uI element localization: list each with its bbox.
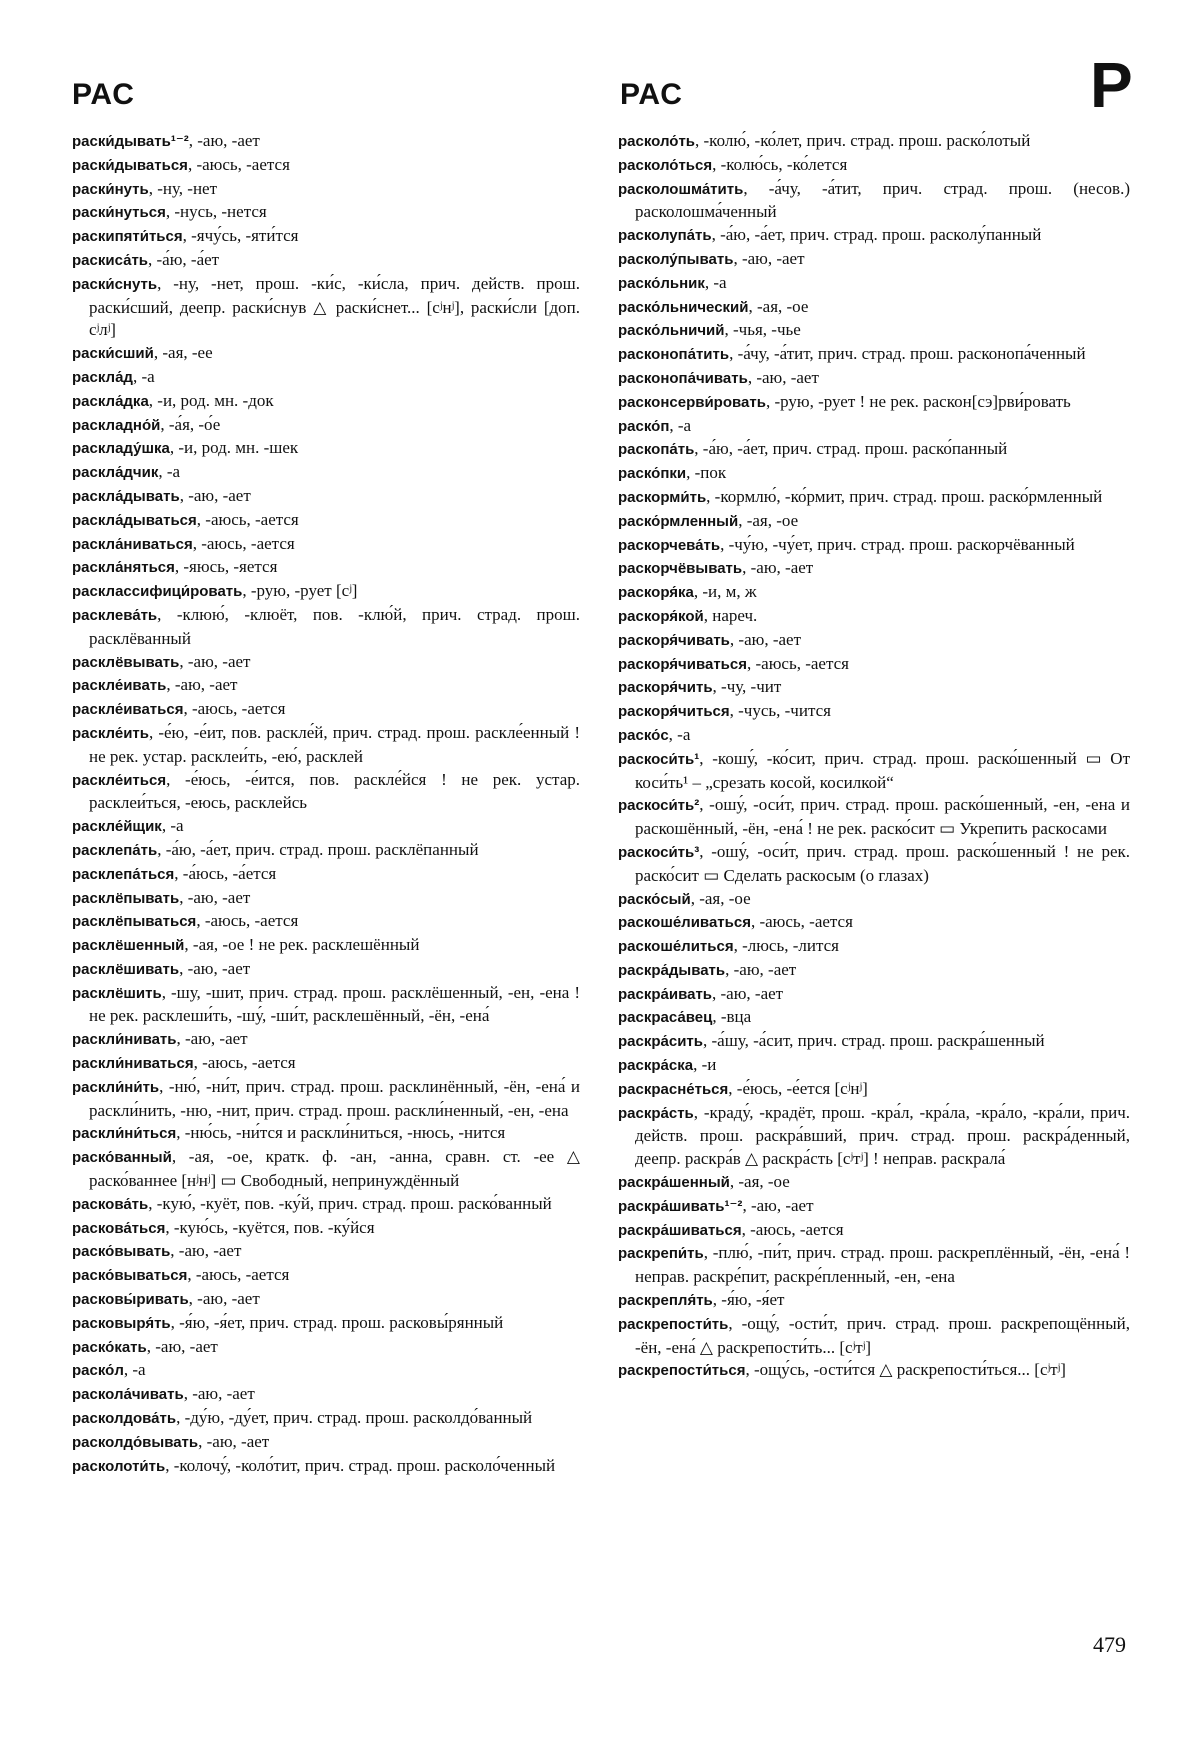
entry-grammar: , -аюсь, -ается	[750, 912, 853, 932]
entry-headword: раско́л	[72, 1362, 124, 1380]
dictionary-entry	[72, 1146, 580, 1193]
entry-headword: раскла́дываться	[72, 511, 197, 529]
dictionary-entry	[618, 1030, 1130, 1054]
entry-grammar: , -кормлю́, -ко́рмит, прич. страд. прош. раско́рмленный	[706, 486, 1103, 506]
dictionary-entry	[618, 1078, 1130, 1102]
entry-grammar: , -ошу́, -оси́т, прич. страд. прош. раско́шенный, -ен, -ена и раскошённый, -ён, -ена́ ! не рек. раско́сит ▭ Укрепить раскосами	[635, 795, 1130, 839]
entry-headword: расколошма́тить	[618, 180, 744, 198]
entry-grammar: , -ощу́, -ости́т, прич. страд. прош. раскрепощённый, -ён, -ена́ △ раскрепости́ть... [сʲтʲ]	[635, 1313, 1130, 1357]
entry-grammar: , -е́юсь, -е́ится, пов. раскле́йся ! не рек. устар. расклеи́ться, -еюсь, расклейсь	[89, 769, 580, 813]
dictionary-entry	[618, 343, 1130, 367]
entry-grammar: , -ню́сь, -ни́тся и раскли́ниться, -нюсь, -нится	[176, 1123, 506, 1143]
dictionary-entry	[72, 1193, 580, 1217]
dictionary-entry	[72, 1336, 580, 1360]
entry-headword: раскорми́ть	[618, 488, 707, 506]
dictionary-entry	[618, 248, 1130, 272]
dictionary-entry	[618, 415, 1130, 439]
entry-grammar: , -аю, -ает	[747, 367, 819, 387]
dictionary-entry	[72, 154, 580, 178]
dictionary-entry	[618, 841, 1130, 888]
entry-grammar: , -люсь, -лится	[733, 936, 839, 956]
entry-grammar: , -клюю́, -клюёт, пов. -клю́й, прич. страд. прош. расклёванный	[89, 604, 580, 648]
entry-grammar: , -аюсь, -ается	[192, 533, 295, 553]
entry-grammar: , -ая, -ое	[690, 888, 751, 908]
dictionary-entry	[618, 1195, 1130, 1219]
dictionary-entry	[618, 486, 1130, 510]
entry-headword: раско́вываться	[72, 1267, 188, 1285]
dictionary-entry	[618, 1313, 1130, 1360]
entry-grammar: , -и	[693, 1055, 717, 1075]
dictionary-entry	[618, 367, 1130, 391]
entry-headword: раски́нуться	[72, 204, 166, 222]
dictionary-entry	[72, 580, 580, 604]
entry-grammar: , -а́ю, -а́ет, прич. страд. прош. раско́панный	[694, 439, 1008, 459]
entry-headword: раскова́ть	[72, 1195, 149, 1213]
entry-grammar: , -ая, -ое	[729, 1172, 790, 1192]
entry-grammar: , -аюсь, -ается	[741, 1219, 844, 1239]
entry-headword: раскрепля́ть	[618, 1292, 713, 1310]
entry-headword: раскиса́ть	[72, 251, 149, 269]
entry-grammar: , -а́ю, -а́ет	[148, 249, 220, 269]
entry-headword: раски́снуть	[72, 275, 158, 293]
dictionary-entry	[618, 1006, 1130, 1030]
entry-headword: расклассифици́ровать	[72, 583, 243, 601]
entry-headword: раскоря́кой	[618, 607, 704, 625]
entry-headword: раскле́иваться	[72, 701, 184, 719]
dictionary-entry	[72, 366, 580, 390]
entry-grammar: , -а́я, -о́е	[160, 414, 221, 434]
entry-headword: раскрасне́ться	[618, 1080, 729, 1098]
entry-grammar: , -аю, -ает	[742, 1195, 814, 1215]
entry-grammar: , -пок	[686, 463, 727, 483]
entry-headword: раскрепости́ться	[618, 1362, 746, 1380]
entry-headword: раски́сший	[72, 345, 154, 363]
entry-headword: раскли́ни́ться	[72, 1125, 177, 1143]
entry-headword: раскрепи́ть	[618, 1245, 704, 1263]
entry-grammar: , -рую, -рует ! не рек. раскон[сэ]рви́ровать	[765, 391, 1071, 411]
left-column	[72, 130, 580, 1478]
entry-headword: раско́рмленный	[618, 512, 739, 530]
entry-headword: раскра́сить	[618, 1033, 703, 1051]
entry-headword: раскоше́ливаться	[618, 914, 751, 932]
dictionary-entry	[72, 1383, 580, 1407]
entry-headword: раскле́иться	[72, 771, 167, 789]
dictionary-entry	[72, 414, 580, 438]
dictionary-entry	[618, 224, 1130, 248]
entry-headword: расконопа́тить	[618, 346, 730, 364]
dictionary-entry	[618, 581, 1130, 605]
dictionary-entry	[618, 178, 1130, 225]
entry-grammar: , -шу, -шит, прич. страд. прош. расклёшенный, -ен, -ена ! не рек. расклеши́ть, -шу́, -ши́т, расклешённый, -ён, -ена́	[89, 982, 580, 1026]
entry-grammar: , -аю, -ает	[188, 131, 260, 150]
entry-grammar: , -аюсь, -ается	[187, 1265, 290, 1285]
entry-headword: раско́с	[618, 726, 669, 744]
dictionary-entry	[618, 154, 1130, 178]
entry-grammar: , -а́ю, -а́ет, прич. страд. прош. расколу́панный	[711, 225, 1042, 245]
entry-headword: раскра́ска	[618, 1057, 694, 1075]
dictionary-entry	[72, 509, 580, 533]
entry-grammar: , -чусь, -чится	[729, 701, 831, 721]
dictionary-entry	[72, 887, 580, 911]
entry-headword: раскле́йщик	[72, 818, 162, 836]
entry-grammar: , -и, род. мн. -шек	[169, 438, 299, 458]
entry-grammar: , -и, м, ж	[693, 582, 757, 602]
dictionary-entry	[618, 1102, 1130, 1171]
entry-headword: раскла́ниваться	[72, 535, 193, 553]
entry-headword: раскла́дывать	[72, 487, 180, 505]
entry-headword: раскипяти́ться	[72, 228, 183, 246]
dictionary-entry	[618, 605, 1130, 629]
entry-grammar: , -аю, -ает	[166, 675, 238, 695]
entry-grammar: , -аю, -ает	[729, 629, 801, 649]
dictionary-entry	[618, 959, 1130, 983]
entry-headword: раски́дываться	[72, 156, 188, 174]
entry-grammar: , -ощу́сь, -ости́тся △ раскрепости́ться... [сʲтʲ]	[745, 1360, 1066, 1380]
entry-grammar: , -колю́, -ко́лет, прич. страд. прош. раско́лотый	[695, 131, 1031, 150]
entry-grammar: , -а́шу, -а́сит, прич. страд. прош. раскра́шенный	[703, 1031, 1045, 1051]
entry-headword: расколоти́ть	[72, 1457, 166, 1475]
entry-headword: раско́льничий	[618, 322, 725, 340]
dictionary-entry	[618, 534, 1130, 558]
dictionary-entry	[618, 748, 1130, 795]
entry-headword: расковыря́ть	[72, 1314, 171, 1332]
dictionary-entry	[72, 863, 580, 887]
entry-headword: раскола́чивать	[72, 1386, 184, 1404]
dictionary-entry	[618, 794, 1130, 841]
dictionary-entry	[72, 178, 580, 202]
dictionary-entry	[618, 510, 1130, 534]
dictionary-entry	[72, 651, 580, 675]
entry-headword: расковы́ривать	[72, 1291, 189, 1309]
entry-grammar: , -ну, -нет	[148, 178, 218, 198]
dictionary-entry	[72, 982, 580, 1029]
entry-headword: раскоси́ть²	[618, 797, 700, 815]
entry-headword: раскра́шиваться	[618, 1221, 742, 1239]
dictionary-entry	[72, 1455, 580, 1479]
entry-grammar: , -а	[669, 415, 692, 435]
dictionary-entry	[618, 557, 1130, 581]
entry-headword: раски́нуть	[72, 180, 149, 198]
dictionary-entry	[72, 130, 580, 154]
entry-grammar: , -кую́сь, -куётся, пов. -ку́йся	[165, 1217, 375, 1237]
entry-headword: раскоси́ть¹	[618, 750, 700, 768]
dictionary-entry	[618, 629, 1130, 653]
entry-grammar: , -а	[132, 366, 155, 386]
dictionary-entry	[72, 556, 580, 580]
entry-grammar: , -аю, -ает	[146, 1336, 218, 1356]
page-number: 479	[1093, 1632, 1126, 1657]
dictionary-entry	[618, 296, 1130, 320]
dictionary-entry	[618, 724, 1130, 748]
dictionary-entry	[72, 485, 580, 509]
dictionary-entry	[72, 815, 580, 839]
entry-grammar: , -аю, -ает	[712, 983, 784, 1003]
entry-headword: раско́пки	[618, 465, 687, 483]
entry-headword: расколо́ть	[618, 133, 696, 150]
dictionary-entry	[72, 1217, 580, 1241]
entry-grammar: , -аю, -ает	[188, 1289, 260, 1309]
dictionary-entry	[72, 1028, 580, 1052]
entry-grammar: , -краду́, -крадёт, прош. -кра́л, -кра́ла, -кра́ло, -кра́ли, прич. действ. прош. раскра́вший, прич. страд. прош. раскра́денный, деепр. раскра́в △ раскра́сть [сʲтʲ] ! неправ. раскрала́	[635, 1102, 1130, 1169]
entry-headword: раскладно́й	[72, 416, 161, 434]
entry-headword: раскоря́чивать	[618, 631, 730, 649]
running-head-right: РАС	[620, 78, 683, 111]
entry-headword: раскраса́вец	[618, 1009, 713, 1027]
running-head-left: РАС	[72, 78, 135, 111]
dictionary-entry	[72, 934, 580, 958]
entry-grammar: , -а́юсь, -а́ется	[174, 863, 277, 883]
entry-grammar: , -е́ю, -е́ит, пов. раскле́й, прич. страд. прош. раскле́енный ! не рек. устар. расклеи́ть, -ею́, расклей	[89, 722, 580, 766]
entry-headword: расколдова́ть	[72, 1410, 177, 1428]
entry-grammar: , -аю, -ает	[725, 959, 797, 979]
entry-grammar: , -аю, -ает	[179, 485, 251, 505]
entry-headword: раскоря́читься	[618, 703, 730, 721]
entry-headword: расклёвывать	[72, 653, 180, 671]
right-column	[618, 130, 1130, 1383]
dictionary-entry	[72, 225, 580, 249]
entry-headword: раско́п	[618, 417, 670, 435]
entry-headword: раскли́нивать	[72, 1031, 177, 1049]
entry-grammar: , -аю, -ает	[176, 1029, 248, 1049]
dictionary-entry	[618, 983, 1130, 1007]
dictionary-entry	[72, 722, 580, 769]
entry-headword: раскоря́чиваться	[618, 655, 747, 673]
entry-headword: раскла́дчик	[72, 464, 159, 482]
entry-grammar: , -я́ю, -я́ет, прич. страд. прош. расковы́рянный	[170, 1312, 504, 1332]
entry-grammar: , -е́юсь, -е́ется [сʲнʲ]	[728, 1078, 868, 1098]
dictionary-entry	[72, 1122, 580, 1146]
entry-grammar: , -ну, -нет, прош. -ки́с, -ки́сла, прич. действ. прош. раски́сший, деепр. раски́снув △ раски́снет... [сʲнʲ], раски́сли [доп. сʲлʲ]	[89, 273, 580, 340]
entry-grammar: , -аюсь, -ается	[183, 699, 286, 719]
entry-grammar: , -ая, -ое ! не рек. расклешённый	[184, 935, 420, 955]
dictionary-entry	[618, 130, 1130, 154]
entry-grammar: , -ая, -ое	[748, 296, 809, 316]
dictionary-entry	[72, 769, 580, 816]
entry-headword: раско́кать	[72, 1338, 147, 1356]
entry-grammar: , -аю, -ает	[742, 558, 814, 578]
dictionary-entry	[618, 319, 1130, 343]
entry-headword: раскле́ивать	[72, 677, 167, 695]
entry-headword: раскра́ивать	[618, 985, 713, 1003]
dictionary-entry	[72, 342, 580, 366]
entry-headword: расколу́пывать	[618, 250, 734, 268]
dictionary-entry	[618, 1289, 1130, 1313]
entry-grammar: , -аюсь, -ается	[196, 911, 299, 931]
entry-grammar: , -кошу́, -ко́сит, прич. страд. прош. раско́шенный ▭ От коси́ть¹ – „срезать косой, косилкой“	[635, 748, 1130, 792]
dictionary-entry	[618, 1219, 1130, 1243]
entry-grammar: , -ошу́, -оси́т, прич. страд. прош. раско́шенный ! не рек. раско́сит ▭ Сделать раскосым (о глазах)	[635, 841, 1130, 885]
entry-grammar: , -аю, -ает	[179, 958, 251, 978]
entry-headword: расклева́ть	[72, 606, 158, 624]
entry-headword: раскоря́чить	[618, 679, 713, 697]
entry-grammar: , -ячу́сь, -яти́тся	[182, 226, 299, 246]
dictionary-entry	[618, 438, 1130, 462]
entry-grammar: , -вца	[712, 1007, 752, 1027]
dictionary-entry	[72, 1076, 580, 1123]
entry-grammar: , -рую, -рует [сʲ]	[242, 581, 358, 601]
entry-headword: раскорчёвывать	[618, 560, 743, 578]
entry-headword: раско́льник	[618, 274, 705, 292]
dictionary-entry	[72, 910, 580, 934]
entry-headword: расколо́ться	[618, 156, 713, 174]
dictionary-entry	[72, 1240, 580, 1264]
entry-grammar: , -аю, -ает	[733, 248, 805, 268]
entry-grammar: , -ая, -ее	[153, 343, 213, 363]
entry-grammar: , -аю, -ает	[170, 1241, 242, 1261]
dictionary-entry	[72, 390, 580, 414]
entry-headword: раскова́ться	[72, 1219, 166, 1237]
section-letter: Р	[1090, 49, 1133, 121]
entry-headword: расконопа́чивать	[618, 369, 748, 387]
entry-headword: раско́сый	[618, 890, 691, 908]
entry-grammar: , -ду́ю, -ду́ет, прич. страд. прош. расколдо́ванный	[176, 1408, 533, 1428]
entry-headword: раско́вывать	[72, 1243, 171, 1261]
dictionary-entry	[72, 1264, 580, 1288]
entry-headword: раскли́ниваться	[72, 1055, 194, 1073]
entry-grammar: , -аюсь, -ается	[187, 154, 290, 174]
dictionary-entry	[618, 700, 1130, 724]
dictionary-entry	[72, 1288, 580, 1312]
entry-headword: раскла́д	[72, 368, 133, 386]
entry-headword: расклёшивать	[72, 960, 180, 978]
entry-grammar: , -чу́ю, -чу́ет, прич. страд. прош. раскорчёванный	[720, 534, 1075, 554]
entry-grammar: , -а́ю, -а́ет, прич. страд. прош. расклёпанный	[157, 839, 479, 859]
entry-headword: раско́льнический	[618, 298, 749, 316]
entry-headword: расколдо́вывать	[72, 1433, 199, 1451]
dictionary-entry	[618, 391, 1130, 415]
entry-headword: расклепа́ть	[72, 841, 158, 859]
dictionary-entry	[72, 201, 580, 225]
entry-headword: расклёпываться	[72, 913, 197, 931]
dictionary-entry	[72, 533, 580, 557]
entry-headword: раскорчева́ть	[618, 536, 721, 554]
dictionary-entry	[72, 958, 580, 982]
entry-grammar: , -а	[161, 816, 184, 836]
entry-headword: раскла́няться	[72, 559, 175, 577]
dictionary-entry	[72, 1431, 580, 1455]
entry-headword: раскра́дывать	[618, 961, 726, 979]
entry-grammar: , -а	[668, 724, 691, 744]
dictionary-entry	[618, 462, 1130, 486]
dictionary-entry	[618, 935, 1130, 959]
entry-grammar: , -ая, -ое	[738, 510, 799, 530]
entry-headword: раскоря́ка	[618, 584, 694, 602]
entry-grammar: , -плю́, -пи́т, прич. страд. прош. раскреплённый, -ён, -ена́ ! неправ. раскре́пит, раскре́пленный, -ен, -ена	[635, 1243, 1130, 1287]
entry-headword: раски́дывать¹⁻²	[72, 133, 189, 150]
entry-headword: раскли́ни́ть	[72, 1078, 160, 1096]
entry-grammar: , -аю, -ает	[179, 887, 251, 907]
entry-headword: раскладу́шка	[72, 440, 170, 458]
entry-headword: раскла́дка	[72, 392, 149, 410]
dictionary-entry	[72, 1312, 580, 1336]
dictionary-entry	[72, 273, 580, 342]
dictionary-entry	[72, 249, 580, 273]
entry-grammar: , -нусь, -нется	[165, 202, 267, 222]
dictionary-entry	[72, 839, 580, 863]
dictionary-entry	[618, 911, 1130, 935]
entry-grammar: , -аю, -ает	[198, 1431, 270, 1451]
entry-headword: расклёпывать	[72, 889, 180, 907]
entry-headword: раскра́шенный	[618, 1174, 730, 1192]
entry-grammar: , -аю, -ает	[179, 651, 251, 671]
dictionary-entry	[72, 698, 580, 722]
entry-headword: раскоси́ть³	[618, 843, 700, 861]
dictionary-entry	[618, 653, 1130, 677]
entry-grammar: , -колю́сь, -ко́лется	[712, 154, 848, 174]
dictionary-entry	[72, 461, 580, 485]
entry-grammar: , -кую́, -куёт, пов. -ку́й, прич. страд. прош. раско́ванный	[148, 1193, 552, 1213]
entry-headword: раскопа́ть	[618, 441, 695, 459]
entry-grammar: , -колочу́, -коло́тит, прич. страд. прош. расколо́ченный	[165, 1455, 556, 1475]
entry-headword: раскрепости́ть	[618, 1315, 729, 1333]
entry-headword: расклепа́ться	[72, 865, 175, 883]
entry-grammar: , -яюсь, -яется	[174, 557, 278, 577]
entry-headword: раско́ванный	[72, 1149, 172, 1167]
dictionary-entry	[618, 1054, 1130, 1078]
dictionary-entry	[618, 1359, 1130, 1383]
entry-grammar: , -аюсь, -ается	[747, 653, 849, 673]
entry-headword: расколупа́ть	[618, 227, 712, 245]
entry-headword: раскра́сть	[618, 1104, 694, 1122]
entry-grammar: , -чу, -чит	[712, 677, 782, 697]
entry-headword: расклёшить	[72, 984, 162, 1002]
entry-headword: раскле́ить	[72, 724, 149, 742]
dictionary-entry	[72, 1359, 580, 1383]
entry-grammar: , -ню́, -ни́т, прич. страд. прош. расклинённый, -ён, -ена́ и раскли́нить, -ню, -нит, прич. страд. прош. раскли́ненный, -ен, -ена	[89, 1076, 580, 1120]
entry-grammar: , -а	[158, 462, 181, 482]
entry-headword: раскоше́литься	[618, 938, 734, 956]
entry-grammar: , -аю, -ает	[183, 1384, 255, 1404]
entry-grammar: , -а	[704, 272, 727, 292]
entry-grammar: , -аюсь, -ается	[196, 509, 299, 529]
dictionary-entry	[618, 676, 1130, 700]
entry-grammar: , -а	[123, 1360, 146, 1380]
dictionary-entry	[72, 1407, 580, 1431]
dictionary-entry	[72, 674, 580, 698]
entry-grammar: , -я́ю, -я́ет	[712, 1290, 785, 1310]
dictionary-entry	[618, 888, 1130, 912]
entry-grammar: , нареч.	[703, 605, 758, 625]
entry-headword: раскра́шивать¹⁻²	[618, 1197, 743, 1215]
dictionary-entry	[618, 272, 1130, 296]
entry-grammar: , -а́чу, -а́тит, прич. страд. прош. расконопа́ченный	[729, 344, 1086, 364]
entry-grammar: , -чья, -чье	[724, 320, 801, 340]
dictionary-entry	[72, 604, 580, 651]
dictionary-entry	[618, 1171, 1130, 1195]
entry-grammar: , -ая, -ое, кратк. ф. -ан, -анна, сравн. ст. -ее △ раско́ваннее [нʲнʲ] ▭ Свободный, непринуждённый	[89, 1147, 580, 1191]
entry-grammar: , -а́чу, -а́тит, прич. страд. прош. (несов.) расколошма́ченный	[635, 178, 1130, 222]
entry-grammar: , -и, род. мн. -док	[148, 390, 274, 410]
dictionary-entry	[72, 1052, 580, 1076]
dictionary-entry	[618, 1242, 1130, 1289]
entry-headword: расклёшенный	[72, 937, 185, 955]
entry-headword: расконсерви́ровать	[618, 393, 766, 411]
dictionary-entry	[72, 437, 580, 461]
entry-grammar: , -аюсь, -ается	[193, 1053, 296, 1073]
